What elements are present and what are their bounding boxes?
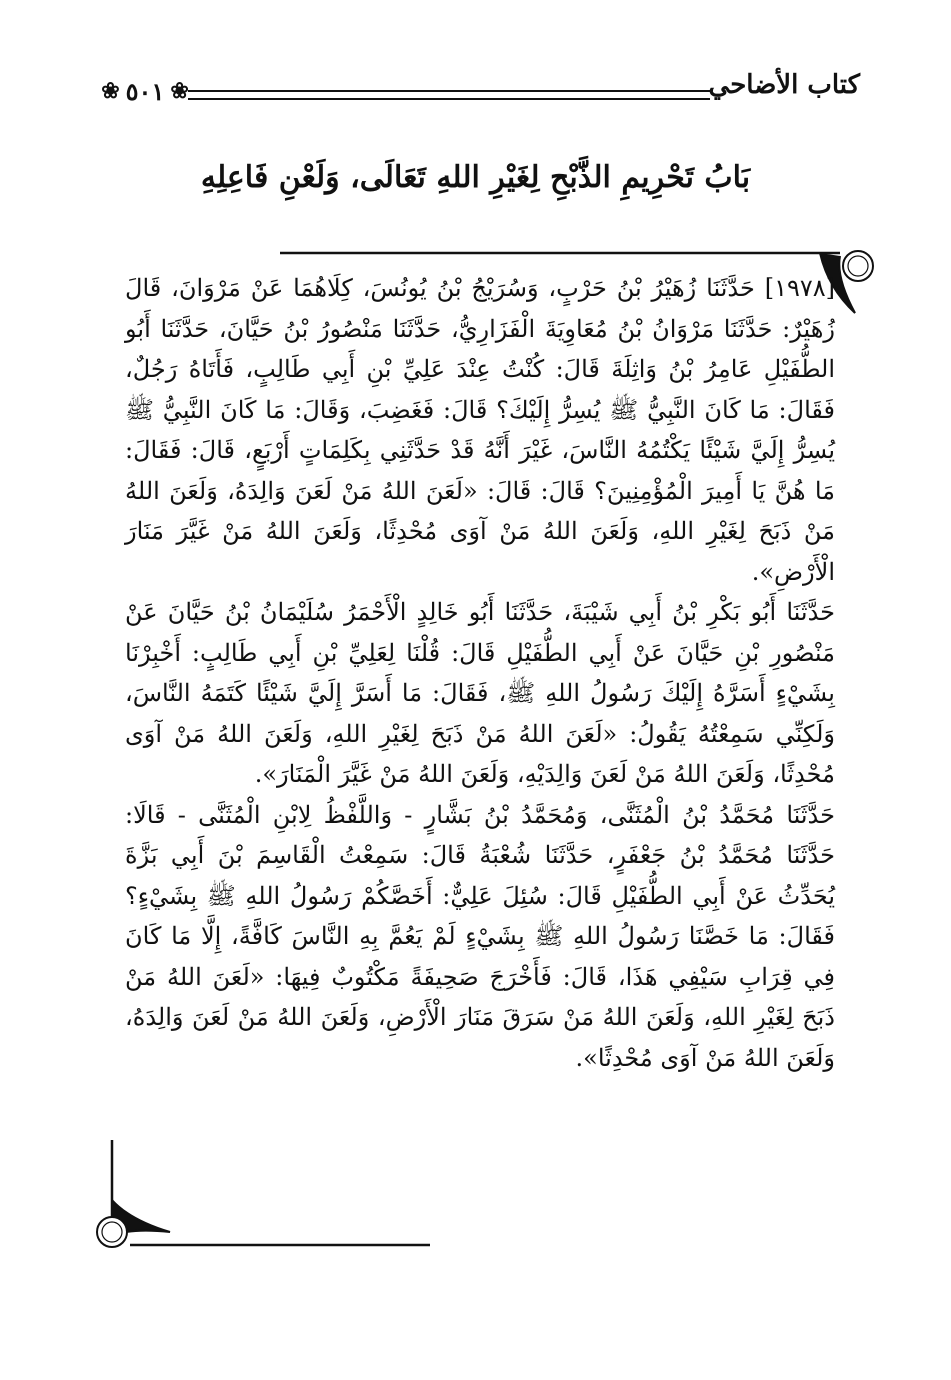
page-number: ٥٠١ xyxy=(125,76,165,106)
chapter-title: بَابُ تَحْرِيمِ الذَّبْحِ لِغَيْرِ اللهِ تَعَالَى، وَلَعْنِ فَاعِلِهِ xyxy=(200,160,751,195)
hadith-paragraph: [١٩٧٨] حَدَّثَنَا زُهَيْرُ بْنُ حَرْبٍ، وَسُرَيْجُ بْنُ يُونُسَ، كِلَاهُمَا عَنْ مَرْوَانَ، قَالَ زُهَيْرٌ: حَدَّثَنَا مَرْوَانُ بْنُ مُعَاوِيَةَ الْفَزَارِيُّ، حَدَّثَنَا مَنْصُورُ بْنُ حَيَّانَ، حَدَّثَنَا أَبُو الطُّفَيْلِ عَامِرُ بْنُ وَاثِلَةَ قَالَ: كُنْتُ عِنْدَ عَلِيِّ بْنِ أَبِي طَالِبٍ، فَأَتَاهُ رَجُلٌ، فَقَالَ: مَا كَانَ النَّبِيُّ ﷺ يُسِرُّ إِلَيْكَ؟ قَالَ: فَغَضِبَ، وَقَالَ: مَا كَانَ النَّبِيُّ ﷺ يُسِرُّ إِلَيَّ شَيْئًا يَكْتُمُهُ النَّاسَ، غَيْرَ أَنَّهُ قَدْ حَدَّثَنِي بِكَلِمَاتٍ أَرْبَعٍ، قَالَ: فَقَالَ: مَا هُنَّ يَا أَمِيرَ الْمُؤْمِنِينَ؟ قَالَ: قَالَ: «لَعَنَ اللهُ مَنْ لَعَنَ وَالِدَهُ، وَلَعَنَ اللهُ مَنْ ذَبَحَ لِغَيْرِ اللهِ، وَلَعَنَ اللهُ مَنْ آوَى مُحْدِثًا، وَلَعَنَ اللهُ مَنْ غَيَّرَ مَنَارَ الْأَرْضِ». xyxy=(125,274,835,586)
flower-ornament-icon: ❀ xyxy=(101,78,120,104)
page-header xyxy=(90,60,860,130)
header-rule xyxy=(188,90,710,100)
hadith-text-block xyxy=(125,268,835,1078)
flower-ornament-icon: ❀ xyxy=(170,78,189,104)
frame-corner-bottom xyxy=(90,1140,450,1250)
page-number-badge xyxy=(102,70,188,112)
book-title: كتاب الأضاحي xyxy=(708,70,860,100)
hadith-paragraph: حَدَّثَنَا أَبُو بَكْرِ بْنُ أَبِي شَيْبَةَ، حَدَّثَنَا أَبُو خَالِدٍ الْأَحْمَرُ سُلَيْمَانُ بْنُ حَيَّانَ عَنْ مَنْصُورِ بْنِ حَيَّانَ عَنْ أَبِي الطُّفَيْلِ قَالَ: قُلْنَا لِعَلِيِّ بْنِ أَبِي طَالِبٍ: أَخْبِرْنَا بِشَيْءٍ أَسَرَّهُ إِلَيْكَ رَسُولُ اللهِ ﷺ، فَقَالَ: مَا أَسَرَّ إِلَيَّ شَيْئًا كَتَمَهُ النَّاسَ، وَلَكِنِّي سَمِعْتُهُ يَقُولُ: «لَعَنَ اللهُ مَنْ ذَبَحَ لِغَيْرِ اللهِ، وَلَعَنَ اللهُ مَنْ آوَى مُحْدِثًا، وَلَعَنَ اللهُ مَنْ لَعَنَ وَالِدَيْهِ، وَلَعَنَ اللهُ مَنْ غَيَّرَ الْمَنَارَ». xyxy=(125,598,835,788)
hadith-paragraph: حَدَّثَنَا مُحَمَّدُ بْنُ الْمُثَنَّى، وَمُحَمَّدُ بْنُ بَشَّارٍ - وَاللَّفْظُ لِابْنِ الْمُثَنَّى - قَالَا: حَدَّثَنَا مُحَمَّدُ بْنُ جَعْفَرٍ، حَدَّثَنَا شُعْبَةُ قَالَ: سَمِعْتُ الْقَاسِمَ بْنَ أَبِي بَزَّةَ يُحَدِّثُ عَنْ أَبِي الطُّفَيْلِ قَالَ: سُئِلَ عَلِيٌّ: أَخَصَّكُمْ رَسُولُ اللهِ ﷺ بِشَيْءٍ؟ فَقَالَ: مَا خَصَّنَا رَسُولُ اللهِ ﷺ بِشَيْءٍ لَمْ يَعُمَّ بِهِ النَّاسَ كَافَّةً، إِلَّا مَا كَانَ فِي قِرَابِ سَيْفِي هَذَا، قَالَ: فَأَخْرَجَ صَحِيفَةً مَكْتُوبٌ فِيهَا: «لَعَنَ اللهُ مَنْ ذَبَحَ لِغَيْرِ اللهِ، وَلَعَنَ اللهُ مَنْ سَرَقَ مَنَارَ الْأَرْضِ، وَلَعَنَ اللهُ مَنْ لَعَنَ وَالِدَهُ، وَلَعَنَ اللهُ مَنْ آوَى مُحْدِثًا». xyxy=(125,800,835,1072)
